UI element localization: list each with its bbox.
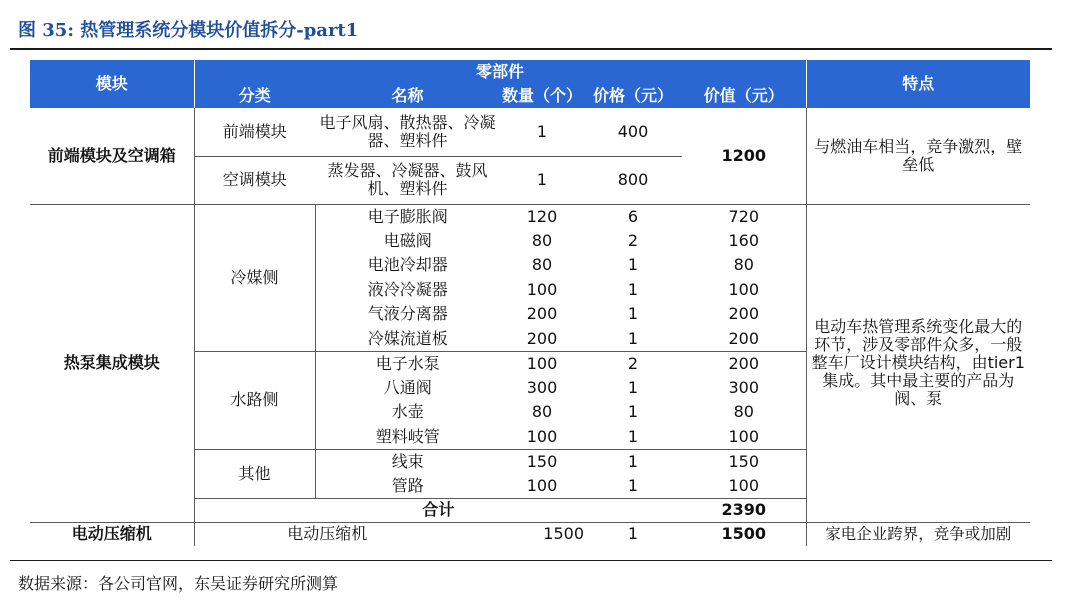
part-price: 800 (584, 156, 682, 204)
header-qty: 数量（个） (500, 84, 584, 108)
front-total-value: 1200 (682, 108, 806, 204)
part-name: 线束 (391, 451, 424, 471)
part-qty: 80 (531, 230, 553, 250)
part-name: 气液分离器 (367, 304, 448, 324)
part-price: 400 (584, 108, 682, 156)
part-value: 100 (682, 474, 806, 499)
part-name: 电磁阀 (383, 230, 432, 250)
part-name: 冷媒流道板 (315, 327, 500, 352)
part-qty: 1 (500, 156, 584, 204)
part-qty: 100 (526, 279, 558, 299)
part-qty: 100 (500, 425, 584, 450)
part-name: 液冷冷凝器 (367, 279, 448, 299)
part-value: 150 (682, 449, 806, 474)
total-label: 合计 (194, 498, 682, 522)
part-value: 100 (682, 425, 806, 450)
compressor-value: 1500 (682, 522, 806, 546)
category-refrigerant: 冷媒侧 (194, 204, 315, 351)
part-qty: 1500 (543, 524, 584, 544)
part-name: 电子膨胀阀 (367, 206, 448, 226)
value-breakdown-table (30, 60, 1030, 546)
part-price: 2 (627, 230, 639, 250)
part-price: 1 (627, 524, 639, 544)
header-category: 分类 (194, 84, 315, 108)
part-name: 电子风扇、散热器、冷凝器、塑料件 (315, 108, 500, 156)
category-water: 水路侧 (194, 351, 315, 449)
category-aircon: 空调模块 (194, 156, 315, 204)
header-feature: 特点 (806, 60, 1030, 108)
header-price: 价格（元） (584, 84, 682, 108)
top-rule (10, 48, 1052, 50)
part-name: 塑料岐管 (315, 425, 500, 450)
part-qty: 120 (526, 206, 558, 226)
part-price: 1 (627, 377, 639, 397)
part-price: 6 (627, 206, 639, 226)
part-price: 1 (584, 327, 682, 352)
part-name: 电动压缩机 (287, 524, 368, 544)
part-price: 1 (627, 402, 639, 422)
part-value: 720 (682, 204, 806, 229)
feature-compressor: 家电企业跨界，竞争或加剧 (825, 525, 1012, 544)
header-module: 模块 (30, 60, 194, 108)
part-price: 1 (584, 474, 682, 499)
part-value: 200 (682, 351, 806, 376)
part-name: 水壶 (391, 402, 424, 422)
part-price: 2 (627, 353, 639, 373)
part-value: 160 (682, 229, 806, 254)
figure-title: 图 35: 热管理系统分模块价值拆分-part1 (18, 20, 359, 41)
total-value: 2390 (682, 498, 806, 522)
part-qty: 80 (531, 255, 553, 275)
part-qty: 80 (531, 402, 553, 422)
header-value: 价值（元） (682, 84, 806, 108)
part-qty: 300 (526, 377, 558, 397)
table-row (30, 522, 1030, 546)
category-other: 其他 (194, 449, 315, 498)
part-value: 200 (682, 327, 806, 352)
table-row (30, 204, 1030, 229)
part-price: 1 (627, 255, 639, 275)
header-row-1 (30, 60, 1030, 84)
part-name: 管路 (315, 474, 500, 499)
bottom-rule (10, 560, 1052, 561)
header-name: 名称 (315, 84, 500, 108)
part-value: 300 (682, 376, 806, 401)
feature-heatpump: 电动车热管理系统变化最大的环节，涉及零部件众多，一般整车厂设计模块结构，由tier1集成。其中最主要的产品为阀、泵 (806, 204, 1030, 522)
part-qty: 1 (500, 108, 584, 156)
part-value: 80 (682, 400, 806, 425)
part-value: 80 (682, 253, 806, 278)
module-front: 前端模块及空调箱 (30, 108, 194, 204)
part-name: 电子水泵 (375, 353, 440, 373)
part-qty: 100 (500, 474, 584, 499)
part-qty: 200 (526, 304, 558, 324)
part-price: 1 (584, 425, 682, 450)
part-name: 蒸发器、冷凝器、鼓风机、塑料件 (315, 156, 500, 204)
part-price: 1 (627, 451, 639, 471)
module-heatpump: 热泵集成模块 (30, 204, 194, 522)
part-name: 八通阀 (383, 377, 432, 397)
category-front: 前端模块 (194, 108, 315, 156)
part-name: 电池冷却器 (367, 255, 448, 275)
table-row (30, 108, 1030, 156)
part-price: 1 (627, 279, 639, 299)
header-parts: 零部件 (194, 60, 806, 84)
part-price: 1 (627, 304, 639, 324)
part-value: 100 (682, 278, 806, 303)
part-value: 200 (682, 302, 806, 327)
feature-front: 与燃油车相当，竞争激烈，壁垒低 (806, 108, 1030, 204)
part-qty: 150 (526, 451, 558, 471)
part-qty: 200 (500, 327, 584, 352)
source-note: 数据来源：各公司官网，东吴证券研究所测算 (18, 574, 339, 593)
module-compressor: 电动压缩机 (30, 522, 194, 546)
part-qty: 100 (526, 353, 558, 373)
